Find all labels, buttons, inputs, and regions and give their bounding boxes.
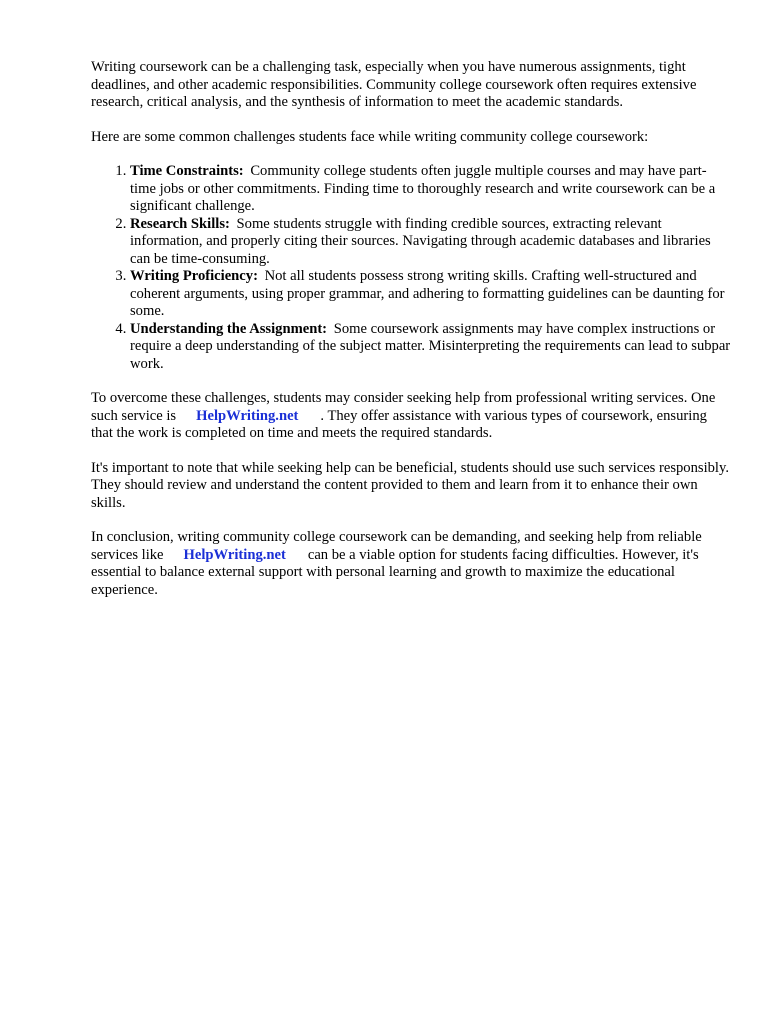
list-item-text: Some students struggle with finding credible sources, extracting relevant information, and properly citing their sources. Navigating through academic databases and libraries can be time-consuming.	[130, 215, 711, 267]
list-item	[130, 216, 731, 269]
list-item-term: Research Skills:	[130, 215, 230, 232]
list-item-text: Community college students often juggle multiple courses and may have part-time jobs or other commitments. Finding time to thoroughly research and write coursework can be a significant challenge.	[130, 163, 716, 214]
list-item-term: Understanding the Assignment:	[130, 320, 328, 337]
conclusion-paragraph	[91, 529, 731, 599]
help-paragraph-text-after: . They offer assistance with various types of coursework, ensuring that the work is completed on time and meets the required standards.	[91, 407, 707, 441]
list-item	[130, 321, 731, 374]
list-item	[130, 163, 731, 216]
note-paragraph: It's important to note that while seeking help can be beneficial, students should use such services responsibly. They should review and understand the content provided to them and learn from it to enhance their own skills.	[91, 459, 729, 511]
challenges-list	[91, 163, 731, 373]
document-page	[91, 59, 731, 616]
list-item-text: Some coursework assignments may have complex instructions or require a deep understanding of the subject matter. Misinterpreting the requirements can lead to subpar work.	[130, 320, 731, 372]
list-item-term: Time Constraints:	[130, 163, 244, 179]
help-paragraph-text-before: To overcome these challenges, students may consider seeking help from professional writing services. One such service is	[91, 390, 716, 424]
list-item-term: Writing Proficiency:	[130, 268, 258, 284]
helpwriting-link[interactable]: HelpWriting.net	[183, 546, 286, 563]
challenges-intro-paragraph: Here are some common challenges students face while writing community college coursework:	[91, 128, 649, 145]
conclusion-paragraph-text-before: In conclusion, writing community college coursework can be demanding, and seeking help from reliable services like	[91, 529, 702, 563]
list-item	[130, 268, 731, 321]
help-paragraph	[91, 390, 731, 443]
conclusion-paragraph-text-after: can be a viable option for students facing difficulties. However, it's essential to balance external support with personal learning and growth to maximize the educational experience.	[91, 546, 699, 598]
intro-paragraph: Writing coursework can be a challenging task, especially when you have numerous assignments, tight deadlines, and other academic responsibilities. Community college coursework often requires extensive research, critical analysis, and the synthesis of information to meet the academic standards.	[91, 59, 697, 110]
list-item-text: Not all students possess strong writing skills. Crafting well-structured and coherent arguments, using proper grammar, and adhering to formatting guidelines can be daunting for some.	[130, 268, 725, 319]
helpwriting-link[interactable]: HelpWriting.net	[196, 407, 299, 424]
